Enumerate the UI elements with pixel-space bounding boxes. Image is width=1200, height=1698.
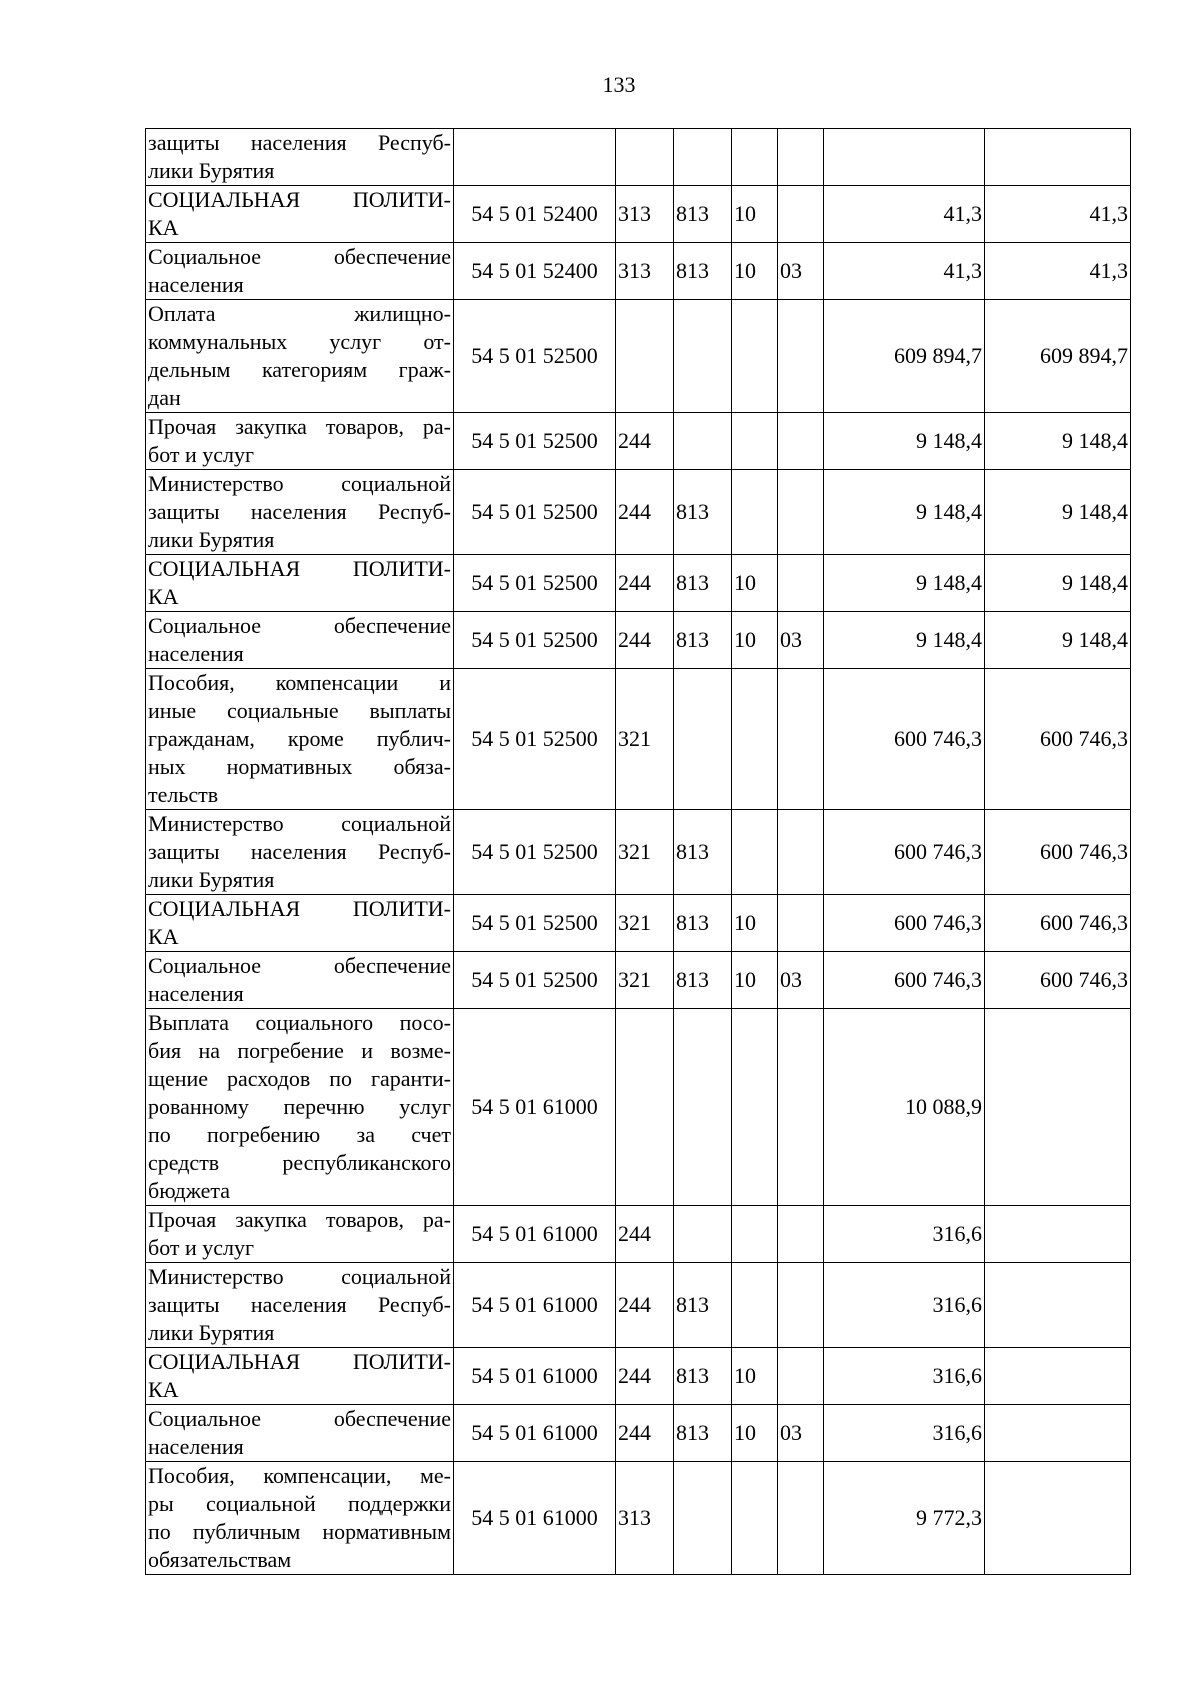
amount-2-cell: 9 148,4 — [985, 555, 1131, 612]
amount-2-cell: 9 148,4 — [985, 470, 1131, 555]
section-cell: 10 — [732, 952, 778, 1009]
item-name-line: тельств — [148, 782, 219, 807]
target-code-cell: 54 5 01 52500 — [454, 300, 616, 413]
section-cell — [732, 1206, 778, 1263]
expense-type-cell: 244 — [616, 1405, 674, 1462]
item-name-cell — [146, 810, 454, 895]
expense-type-cell: 244 — [616, 1348, 674, 1405]
expense-type-cell: 321 — [616, 895, 674, 952]
item-name-cell — [146, 300, 454, 413]
target-code-cell: 54 5 01 52400 — [454, 243, 616, 300]
target-code-cell: 54 5 01 52500 — [454, 810, 616, 895]
table-row — [146, 612, 1131, 669]
expense-type-cell — [616, 300, 674, 413]
expense-type-cell — [616, 1009, 674, 1206]
item-name-cell — [146, 952, 454, 1009]
amount-2-cell: 609 894,7 — [985, 300, 1131, 413]
expense-type-cell: 244 — [616, 612, 674, 669]
section-cell: 10 — [732, 243, 778, 300]
subsection-cell — [778, 413, 824, 470]
item-name-line: СОЦИАЛЬНАЯ ПОЛИТИ- — [148, 1349, 451, 1374]
section-cell — [732, 669, 778, 810]
amount-1-cell: 600 746,3 — [824, 810, 985, 895]
amount-1-cell: 316,6 — [824, 1206, 985, 1263]
item-name-line: Прочая закупка товаров, ра- — [148, 1207, 451, 1232]
item-name-line: бия на погребение и возме- — [148, 1038, 451, 1063]
section-cell: 10 — [732, 612, 778, 669]
amount-1-cell: 9 772,3 — [824, 1462, 985, 1575]
expense-type-cell: 313 — [616, 1462, 674, 1575]
section-cell — [732, 1462, 778, 1575]
item-name-cell — [146, 470, 454, 555]
item-name-line: бот и услуг — [148, 442, 255, 467]
amount-1-cell: 600 746,3 — [824, 895, 985, 952]
department-code-cell: 813 — [674, 612, 732, 669]
item-name-line: обязательствам — [148, 1547, 292, 1572]
amount-2-cell: 9 148,4 — [985, 612, 1131, 669]
amount-1-cell: 316,6 — [824, 1405, 985, 1462]
item-name-line: иные социальные выплаты — [148, 698, 451, 723]
table-row — [146, 243, 1131, 300]
table-row — [146, 1462, 1131, 1575]
item-name-line: Выплата социального посо- — [148, 1010, 451, 1035]
item-name-line: Министерство социальной — [148, 811, 451, 836]
department-code-cell — [674, 413, 732, 470]
item-name-line: дан — [148, 385, 181, 410]
budget-table — [145, 128, 1131, 1575]
amount-1-cell: 10 088,9 — [824, 1009, 985, 1206]
table-row — [146, 1348, 1131, 1405]
item-name-line: СОЦИАЛЬНАЯ ПОЛИТИ- — [148, 896, 451, 921]
item-name-cell — [146, 1206, 454, 1263]
item-name-line: коммунальных услуг от- — [148, 329, 451, 354]
department-code-cell — [674, 1206, 732, 1263]
item-name-line: Социальное обеспечение — [148, 953, 451, 978]
amount-1-cell: 609 894,7 — [824, 300, 985, 413]
item-name-line: населения — [148, 1434, 244, 1459]
item-name-line: КА — [148, 584, 179, 609]
expense-type-cell: 244 — [616, 413, 674, 470]
expense-type-cell: 321 — [616, 952, 674, 1009]
target-code-cell: 54 5 01 52500 — [454, 952, 616, 1009]
item-name-cell — [146, 413, 454, 470]
table-row — [146, 1009, 1131, 1206]
item-name-line: рованному перечню услуг — [148, 1094, 451, 1119]
item-name-line: СОЦИАЛЬНАЯ ПОЛИТИ- — [148, 556, 451, 581]
department-code-cell: 813 — [674, 1405, 732, 1462]
expense-type-cell: 321 — [616, 669, 674, 810]
section-cell — [732, 810, 778, 895]
amount-2-cell — [985, 1405, 1131, 1462]
subsection-cell — [778, 669, 824, 810]
expense-type-cell: 313 — [616, 243, 674, 300]
item-name-line: населения — [148, 641, 244, 666]
department-code-cell — [674, 300, 732, 413]
target-code-cell: 54 5 01 52500 — [454, 895, 616, 952]
item-name-line: СОЦИАЛЬНАЯ ПОЛИТИ- — [148, 187, 451, 212]
amount-2-cell — [985, 1206, 1131, 1263]
amount-1-cell — [824, 129, 985, 186]
expense-type-cell: 321 — [616, 810, 674, 895]
amount-1-cell: 600 746,3 — [824, 952, 985, 1009]
table-row — [146, 186, 1131, 243]
amount-1-cell: 9 148,4 — [824, 612, 985, 669]
section-cell: 10 — [732, 1348, 778, 1405]
item-name-cell — [146, 1348, 454, 1405]
item-name-line: защиты населения Респуб- — [148, 1292, 451, 1317]
section-cell: 10 — [732, 895, 778, 952]
department-code-cell: 813 — [674, 952, 732, 1009]
table-row — [146, 1206, 1131, 1263]
subsection-cell — [778, 1206, 824, 1263]
table-row — [146, 1263, 1131, 1348]
item-name-line: Социальное обеспечение — [148, 613, 451, 638]
amount-1-cell: 41,3 — [824, 243, 985, 300]
target-code-cell: 54 5 01 61000 — [454, 1009, 616, 1206]
target-code-cell: 54 5 01 61000 — [454, 1263, 616, 1348]
target-code-cell: 54 5 01 52500 — [454, 612, 616, 669]
item-name-line: гражданам, кроме публич- — [148, 726, 451, 751]
department-code-cell: 813 — [674, 470, 732, 555]
section-cell: 10 — [732, 1405, 778, 1462]
table-row — [146, 895, 1131, 952]
amount-2-cell: 600 746,3 — [985, 669, 1131, 810]
item-name-line: лики Бурятия — [148, 158, 275, 183]
section-cell: 10 — [732, 186, 778, 243]
item-name-line: КА — [148, 215, 179, 240]
item-name-cell — [146, 612, 454, 669]
expense-type-cell: 244 — [616, 1263, 674, 1348]
section-cell — [732, 413, 778, 470]
amount-2-cell: 9 148,4 — [985, 413, 1131, 470]
item-name-cell — [146, 669, 454, 810]
department-code-cell — [674, 669, 732, 810]
amount-1-cell: 41,3 — [824, 186, 985, 243]
target-code-cell: 54 5 01 52500 — [454, 669, 616, 810]
section-cell — [732, 470, 778, 555]
item-name-line: Министерство социальной — [148, 471, 451, 496]
subsection-cell — [778, 1462, 824, 1575]
item-name-line: Социальное обеспечение — [148, 244, 451, 269]
table-row — [146, 555, 1131, 612]
item-name-line: средств республиканского — [148, 1150, 451, 1175]
item-name-line: защиты населения Респуб- — [148, 499, 451, 524]
expense-type-cell: 244 — [616, 470, 674, 555]
target-code-cell: 54 5 01 52500 — [454, 413, 616, 470]
department-code-cell: 813 — [674, 1348, 732, 1405]
item-name-line: ры социальной поддержки — [148, 1491, 451, 1516]
section-cell — [732, 1263, 778, 1348]
expense-type-cell: 313 — [616, 186, 674, 243]
subsection-cell — [778, 186, 824, 243]
item-name-line: населения — [148, 981, 244, 1006]
amount-2-cell — [985, 1462, 1131, 1575]
amount-2-cell — [985, 129, 1131, 186]
item-name-line: Социальное обеспечение — [148, 1406, 451, 1431]
subsection-cell — [778, 1348, 824, 1405]
item-name-line: Пособия, компенсации и — [148, 670, 451, 695]
amount-2-cell: 41,3 — [985, 243, 1131, 300]
item-name-line: защиты населения Респуб- — [148, 839, 451, 864]
department-code-cell: 813 — [674, 555, 732, 612]
target-code-cell: 54 5 01 52400 — [454, 186, 616, 243]
table-row — [146, 129, 1131, 186]
item-name-line: лики Бурятия — [148, 867, 275, 892]
target-code-cell: 54 5 01 52500 — [454, 470, 616, 555]
item-name-line: КА — [148, 1377, 179, 1402]
item-name-line: КА — [148, 924, 179, 949]
table-row — [146, 1405, 1131, 1462]
table-body — [146, 129, 1131, 1575]
department-code-cell — [674, 129, 732, 186]
section-cell: 10 — [732, 555, 778, 612]
department-code-cell — [674, 1462, 732, 1575]
item-name-line: Прочая закупка товаров, ра- — [148, 414, 451, 439]
amount-1-cell: 9 148,4 — [824, 470, 985, 555]
department-code-cell: 813 — [674, 1263, 732, 1348]
amount-2-cell — [985, 1009, 1131, 1206]
amount-1-cell: 9 148,4 — [824, 555, 985, 612]
amount-1-cell: 9 148,4 — [824, 413, 985, 470]
item-name-line: по публичным нормативным — [148, 1519, 451, 1544]
item-name-line: лики Бурятия — [148, 527, 275, 552]
amount-2-cell: 600 746,3 — [985, 952, 1131, 1009]
department-code-cell: 813 — [674, 243, 732, 300]
amount-2-cell — [985, 1263, 1131, 1348]
subsection-cell — [778, 895, 824, 952]
item-name-cell — [146, 555, 454, 612]
department-code-cell: 813 — [674, 895, 732, 952]
item-name-line: населения — [148, 272, 244, 297]
item-name-line: Министерство социальной — [148, 1264, 451, 1289]
section-cell — [732, 1009, 778, 1206]
amount-1-cell: 600 746,3 — [824, 669, 985, 810]
subsection-cell — [778, 470, 824, 555]
amount-2-cell: 600 746,3 — [985, 895, 1131, 952]
item-name-cell — [146, 129, 454, 186]
table-row — [146, 810, 1131, 895]
expense-type-cell — [616, 129, 674, 186]
amount-2-cell — [985, 1348, 1131, 1405]
expense-type-cell: 244 — [616, 1206, 674, 1263]
subsection-cell — [778, 129, 824, 186]
item-name-line: ных нормативных обяза- — [148, 754, 451, 779]
table-row — [146, 952, 1131, 1009]
target-code-cell: 54 5 01 61000 — [454, 1462, 616, 1575]
item-name-cell — [146, 186, 454, 243]
subsection-cell: 03 — [778, 1405, 824, 1462]
section-cell — [732, 300, 778, 413]
item-name-cell — [146, 1009, 454, 1206]
table-row — [146, 470, 1131, 555]
item-name-cell — [146, 1405, 454, 1462]
subsection-cell: 03 — [778, 243, 824, 300]
subsection-cell — [778, 1263, 824, 1348]
amount-1-cell: 316,6 — [824, 1263, 985, 1348]
table-row — [146, 300, 1131, 413]
subsection-cell — [778, 300, 824, 413]
item-name-cell — [146, 895, 454, 952]
expense-type-cell: 244 — [616, 555, 674, 612]
item-name-cell — [146, 1462, 454, 1575]
item-name-line: защиты населения Респуб- — [148, 130, 451, 155]
item-name-line: щение расходов по гаранти- — [148, 1066, 451, 1091]
amount-2-cell: 600 746,3 — [985, 810, 1131, 895]
department-code-cell: 813 — [674, 810, 732, 895]
item-name-line: Пособия, компенсации, ме- — [148, 1463, 451, 1488]
amount-1-cell: 316,6 — [824, 1348, 985, 1405]
item-name-line: лики Бурятия — [148, 1320, 275, 1345]
subsection-cell — [778, 810, 824, 895]
item-name-cell — [146, 243, 454, 300]
subsection-cell: 03 — [778, 952, 824, 1009]
page-number: 133 — [602, 72, 636, 97]
item-name-line: дельным категориям граж- — [148, 357, 451, 382]
table-row — [146, 413, 1131, 470]
target-code-cell — [454, 129, 616, 186]
item-name-line: бот и услуг — [148, 1235, 255, 1260]
target-code-cell: 54 5 01 61000 — [454, 1206, 616, 1263]
item-name-line: Оплата жилищно- — [148, 301, 451, 326]
department-code-cell: 813 — [674, 186, 732, 243]
target-code-cell: 54 5 01 52500 — [454, 555, 616, 612]
department-code-cell — [674, 1009, 732, 1206]
target-code-cell: 54 5 01 61000 — [454, 1405, 616, 1462]
item-name-line: бюджета — [148, 1178, 231, 1203]
subsection-cell — [778, 1009, 824, 1206]
section-cell — [732, 129, 778, 186]
amount-2-cell: 41,3 — [985, 186, 1131, 243]
subsection-cell — [778, 555, 824, 612]
table-row — [146, 669, 1131, 810]
item-name-cell — [146, 1263, 454, 1348]
item-name-line: по погребению за счет — [148, 1122, 451, 1147]
subsection-cell: 03 — [778, 612, 824, 669]
target-code-cell: 54 5 01 61000 — [454, 1348, 616, 1405]
